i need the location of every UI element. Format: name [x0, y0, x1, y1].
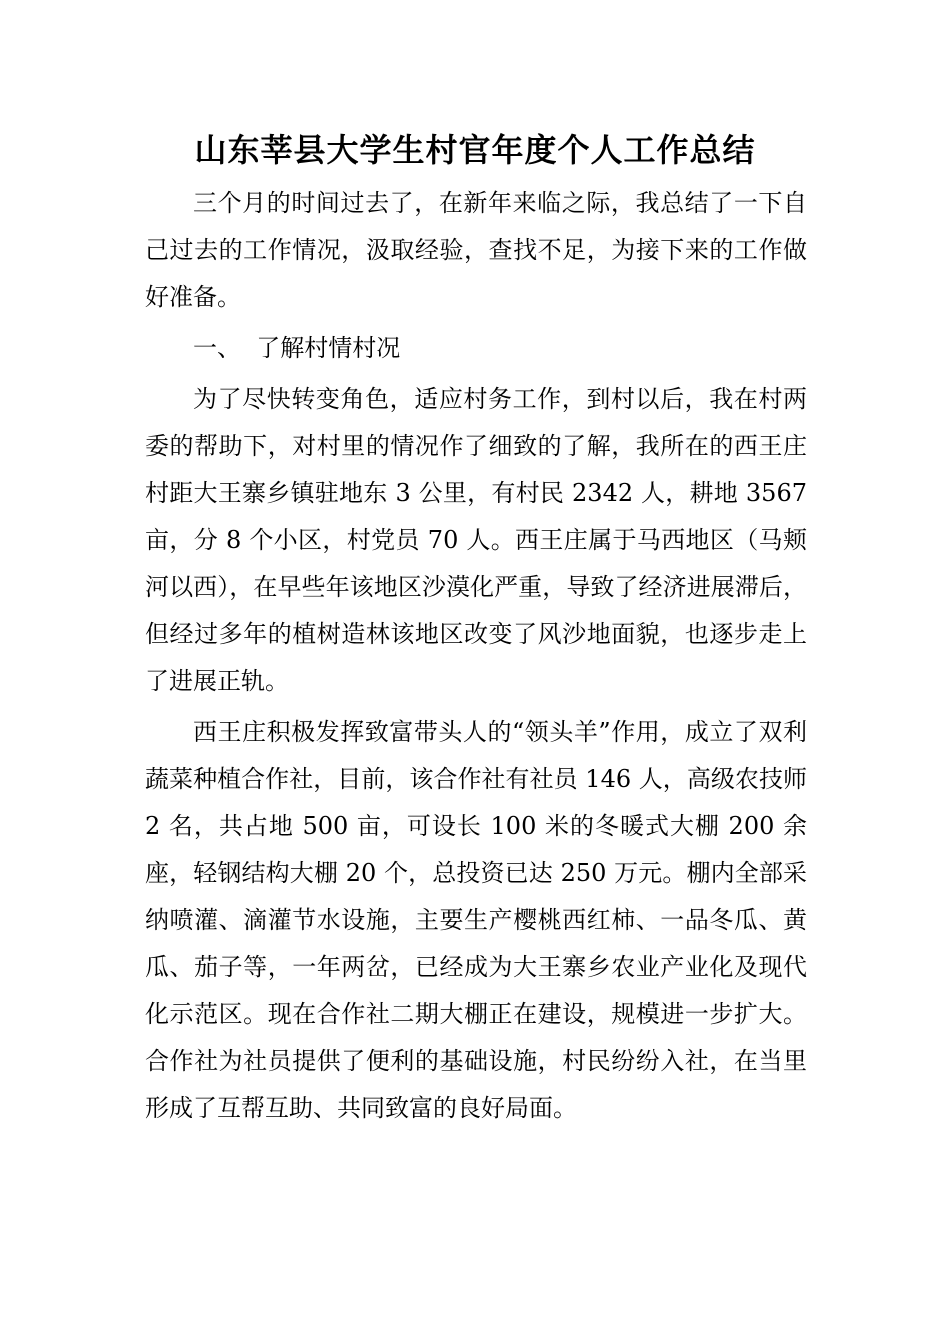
document-body — [145, 180, 807, 1136]
paragraph-village-overview: 为了尽快转变角色，适应村务工作，到村以后，我在村两委的帮助下，对村里的情况作了细致的了解，我所在的西王庄村距大王寨乡镇驻地东 3 公里，有村民 2342 人，耕地 3567 亩，分 8 个小区，村党员 70 人。西王庄属于马西地区（马颊河以西），在早些年该地区沙漠化严重，导致了经济进展滞后，但经过多年的植树造林该地区改变了风沙地面貌，也逐步走上了进展正轨。 — [145, 385, 807, 695]
document-title: 山东莘县大学生村官年度个人工作总结 — [194, 131, 756, 169]
paragraph-intro: 三个月的时间过去了，在新年来临之际，我总结了一下自己过去的工作情况，汲取经验，查找不足，为接下来的工作做好准备。 — [145, 189, 807, 311]
section-heading-1: 一、 了解村情村况 — [193, 334, 401, 362]
paragraph-cooperative: 西王庄积极发挥致富带头人的“领头羊”作用，成立了双利蔬菜种植合作社，目前，该合作社有社员 146 人，高级农技师 2 名，共占地 500 亩，可设长 100 米的冬暖式大棚 200 余座，轻钢结构大棚 20 个，总投资已达 250 万元。棚内全部采纳喷灌、滴灌节水设施，主要生产樱桃西红柿、一品冬瓜、黄瓜、茄子等，一年两岔，已经成为大王寨乡农业产业化及现代化示范区。现在合作社二期大棚正在建设，规模进一步扩大。合作社为社员提供了便利的基础设施，村民纷纷入社，在当里形成了互帮互助、共同致富的良好局面。 — [145, 718, 807, 1122]
